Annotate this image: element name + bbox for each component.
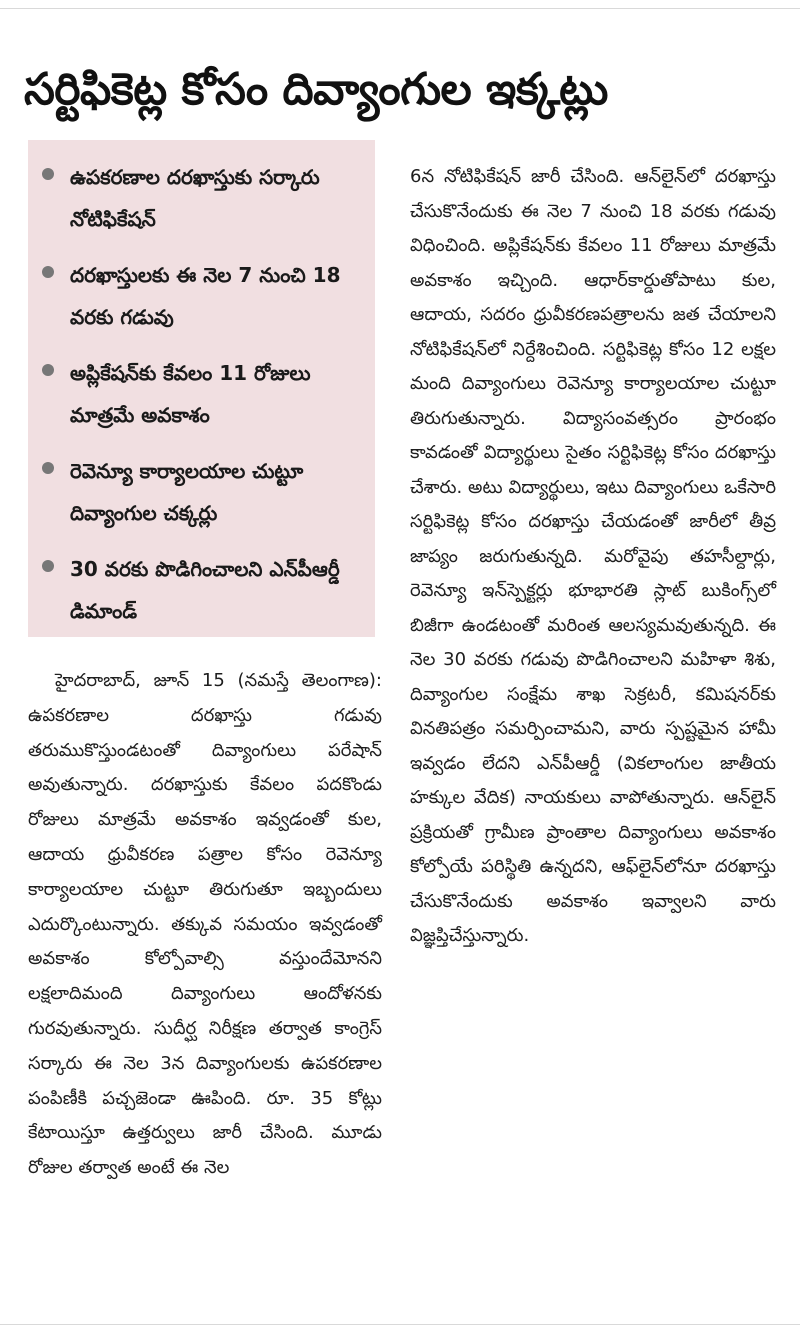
- highlights-box: [28, 140, 375, 637]
- article-body-right: 6న నోటిఫికేషన్ జారీ చేసింది. ఆన్‌లైన్‌లో దరఖాస్తు చేసుకొనేందుకు ఈ నెల 7 నుంచి 18 వరకు గడువు విధించింది. అప్లికేషన్‌కు కేవలం 11 రోజులు మాత్రమే అవకాశం ఇచ్చింది. ఆధార్‌కార్డుతోపాటు కుల, ఆదాయ, సదరం ధ్రువీకరణపత్రాలను జత చేయాలని నోటిఫికేషన్‌లో నిర్దేశించింది. సర్టిఫికెట్ల కోసం 12 లక్షల మంది దివ్యాంగులు రెవెన్యూ కార్యాలయాల చుట్టూ తిరుగుతున్నారు. విద్యాసంవత్సరం ప్రారంభం కావడంతో విద్యార్థులు సైతం సర్టిఫికెట్ల కోసం దరఖాస్తు చేశారు. అటు విద్యార్థులు, ఇటు దివ్యాంగులు ఒకేసారి సర్టిఫికెట్ల కోసం దరఖాస్తు చేయడంతో జారీలో తీవ్ర జాప్యం జరుగుతున్నది. మరోవైపు తహసీల్దార్లు, రెవెన్యూ ఇన్‌స్పెక్టర్లు భూభారతి స్లాట్ బుకింగ్స్‌లో బిజీగా ఉండటంతో మరింత ఆలస్యమవుతున్నది. ఈ నెల 30 వరకు గడువు పొడిగించాలని మహిళా శిశు, దివ్యాంగుల సంక్షేమ శాఖ సెక్రటరీ, కమిషనర్‌కు వినతిపత్రం సమర్పించామని, వారు స్పష్టమైన హామీ ఇవ్వడం లేదని ఎన్‌పీఆర్డీ (వికలాంగుల జాతీయ హక్కుల వేదిక) నాయకులు వాపోతున్నారు. ఆన్‌లైన్ ప్రక్రియతో గ్రామీణ ప్రాంతాల దివ్యాంగులు అవకాశం కోల్పోయే పరిస్థితి ఉన్నదని, ఆఫ్‌లైన్‌లోనూ దరఖాస్తు చేసుకొనేందుకు అవకాశం ఇవ్వాలని వారు విజ్ఞప్తిచేస్తున్నారు.: [410, 166, 776, 946]
- highlight-item: [38, 254, 365, 338]
- bullet-icon: [42, 462, 54, 474]
- highlight-text: ఉపకరణాల దరఖాస్తుకు సర్కారు నోటిఫికేషన్: [70, 165, 320, 231]
- bottom-divider: [0, 1324, 800, 1325]
- top-divider: [0, 8, 800, 9]
- bullet-icon: [42, 168, 54, 180]
- highlight-item: [38, 548, 365, 632]
- highlight-text: రెవెన్యూ కార్యాలయాల చుట్టూ దివ్యాంగుల చక్కర్లు: [70, 459, 304, 525]
- bullet-icon: [42, 560, 54, 572]
- highlight-text: అప్లికేషన్‌కు కేవలం 11 రోజులు మాత్రమే అవకాశం: [70, 361, 311, 427]
- highlight-text: దరఖాస్తులకు ఈ నెల 7 నుంచి 18 వరకు గడువు: [70, 263, 341, 329]
- highlight-item: [38, 352, 365, 436]
- highlight-item: [38, 450, 365, 534]
- bullet-icon: [42, 364, 54, 376]
- highlight-text: 30 వరకు పొడిగించాలని ఎన్‌పీఆర్డీ డిమాండ్: [70, 557, 340, 623]
- highlight-item: [38, 156, 365, 240]
- article-column-right: [410, 160, 776, 954]
- bullet-icon: [42, 266, 54, 278]
- article-column-left: [28, 664, 382, 1186]
- article-headline: సర్టిఫికెట్ల కోసం దివ్యాంగుల ఇక్కట్లు: [24, 64, 608, 115]
- article-body-left: హైదరాబాద్, జూన్ 15 (నమస్తే తెలంగాణ): ఉపకరణాల దరఖాస్తు గడువు తరుముకొస్తుండటంతో దివ్యాంగులు పరేషాన్ అవుతున్నారు. దరఖాస్తుకు కేవలం పదకొండు రోజులు మాత్రమే అవకాశం ఇవ్వడంతో కుల, ఆదాయ ధ్రువీకరణ పత్రాల కోసం రెవెన్యూ కార్యాలయాల చుట్టూ తిరుగుతూ ఇబ్బందులు ఎదుర్కొంటున్నారు. తక్కువ సమయం ఇవ్వడంతో అవకాశం కోల్పోవాల్సి వస్తుందేమోనని లక్షలాదిమంది దివ్యాంగులు ఆందోళనకు గురవుతున్నారు. సుదీర్ఘ నిరీక్షణ తర్వాత కాంగ్రెస్ సర్కారు ఈ నెల 3న దివ్యాంగులకు ఉపకరణాల పంపిణీకి పచ్చజెండా ఊపింది. రూ. 35 కోట్లు కేటాయిస్తూ ఉత్తర్వులు జారీ చేసింది. మూడు రోజుల తర్వాత అంటే ఈ నెల: [28, 670, 382, 1179]
